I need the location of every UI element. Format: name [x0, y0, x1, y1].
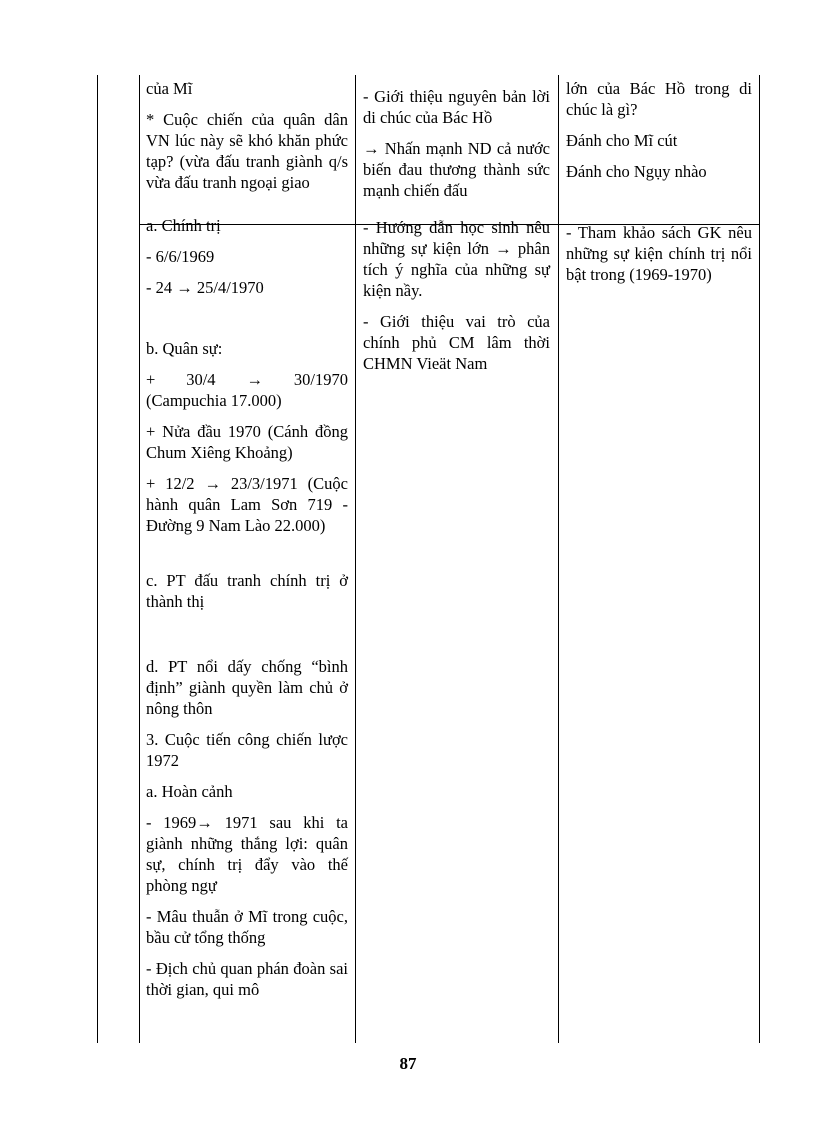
text-block: - Địch chủ quan phán đoàn sai thời gian, qui mô	[146, 959, 348, 999]
text-block: - Mâu thuẫn ở Mĩ trong cuộc, bầu cử tổng thống	[146, 907, 348, 947]
content-column	[146, 78, 348, 1010]
text-block: - Giới thiệu vai trò của chính phủ CM lâm thời CHMN Vieät Nam	[363, 312, 550, 373]
table-column-divider	[558, 75, 559, 1043]
text-block: - Giới thiệu nguyên bản lời di chúc của Bác Hồ	[363, 87, 550, 127]
section-heading: d. PT nổi dấy chống “bình định” giành quyền làm chủ ở nông thôn	[146, 657, 348, 718]
table-right-border	[759, 75, 760, 1043]
text-line: - 24 → 25/4/1970	[146, 278, 264, 297]
section-heading: b. Quân sự:	[146, 339, 223, 358]
table-column-divider	[355, 75, 356, 1043]
text-block: + 12/2 → 23/3/1971 (Cuộc hành quân Lam Sơn 719 - Đường 9 Nam Lào 22.000)	[146, 474, 348, 535]
section-heading: a. Chính trị	[146, 216, 221, 235]
text-line: Đánh cho Ngụy nhào	[566, 162, 707, 181]
text-line: Đánh cho Mĩ cút	[566, 131, 678, 150]
section-heading: 3. Cuộc tiến công chiến lược 1972	[146, 730, 348, 770]
text-block: → Nhấn mạnh ND cả nước biến đau thương thành sức mạnh chiến đấu	[363, 139, 550, 200]
activity-column	[363, 86, 550, 384]
text-block: lớn của Bác Hồ trong di chúc là gì?	[566, 79, 752, 119]
text-block: - Hướng dẫn học sinh nêu những sự kiện lớn → phân tích ý nghĩa của những sự kiện nầy.	[363, 218, 550, 300]
text-block: + Nửa đầu 1970 (Cánh đồng Chum Xiêng Khoảng)	[146, 422, 348, 462]
table-column-divider	[139, 75, 140, 1043]
table-left-border	[97, 75, 98, 1043]
student-column	[566, 78, 752, 295]
text-block: * Cuộc chiến của quân dân VN lúc này sẽ khó khăn phức tạp? (vừa đấu tranh giành q/s vừa đấu tranh ngoại giao	[146, 110, 348, 192]
text-line: của Mĩ	[146, 79, 193, 98]
text-block: - Tham khảo sách GK nêu những sự kiện chính trị nổi bật trong (1969-1970)	[566, 223, 752, 284]
section-heading: a. Hoàn cảnh	[146, 782, 233, 801]
text-block: - 1969→ 1971 sau khi ta giành những thắng lợi: quân sự, chính trị đẩy vào thế phòng ngự	[146, 813, 348, 895]
text-line: - 6/6/1969	[146, 247, 215, 266]
section-heading: c. PT đấu tranh chính trị ở thành thị	[146, 571, 348, 611]
page-number: 87	[399, 1054, 417, 1073]
text-block: + 30/4 → 30/1970 (Campuchia 17.000)	[146, 370, 348, 410]
